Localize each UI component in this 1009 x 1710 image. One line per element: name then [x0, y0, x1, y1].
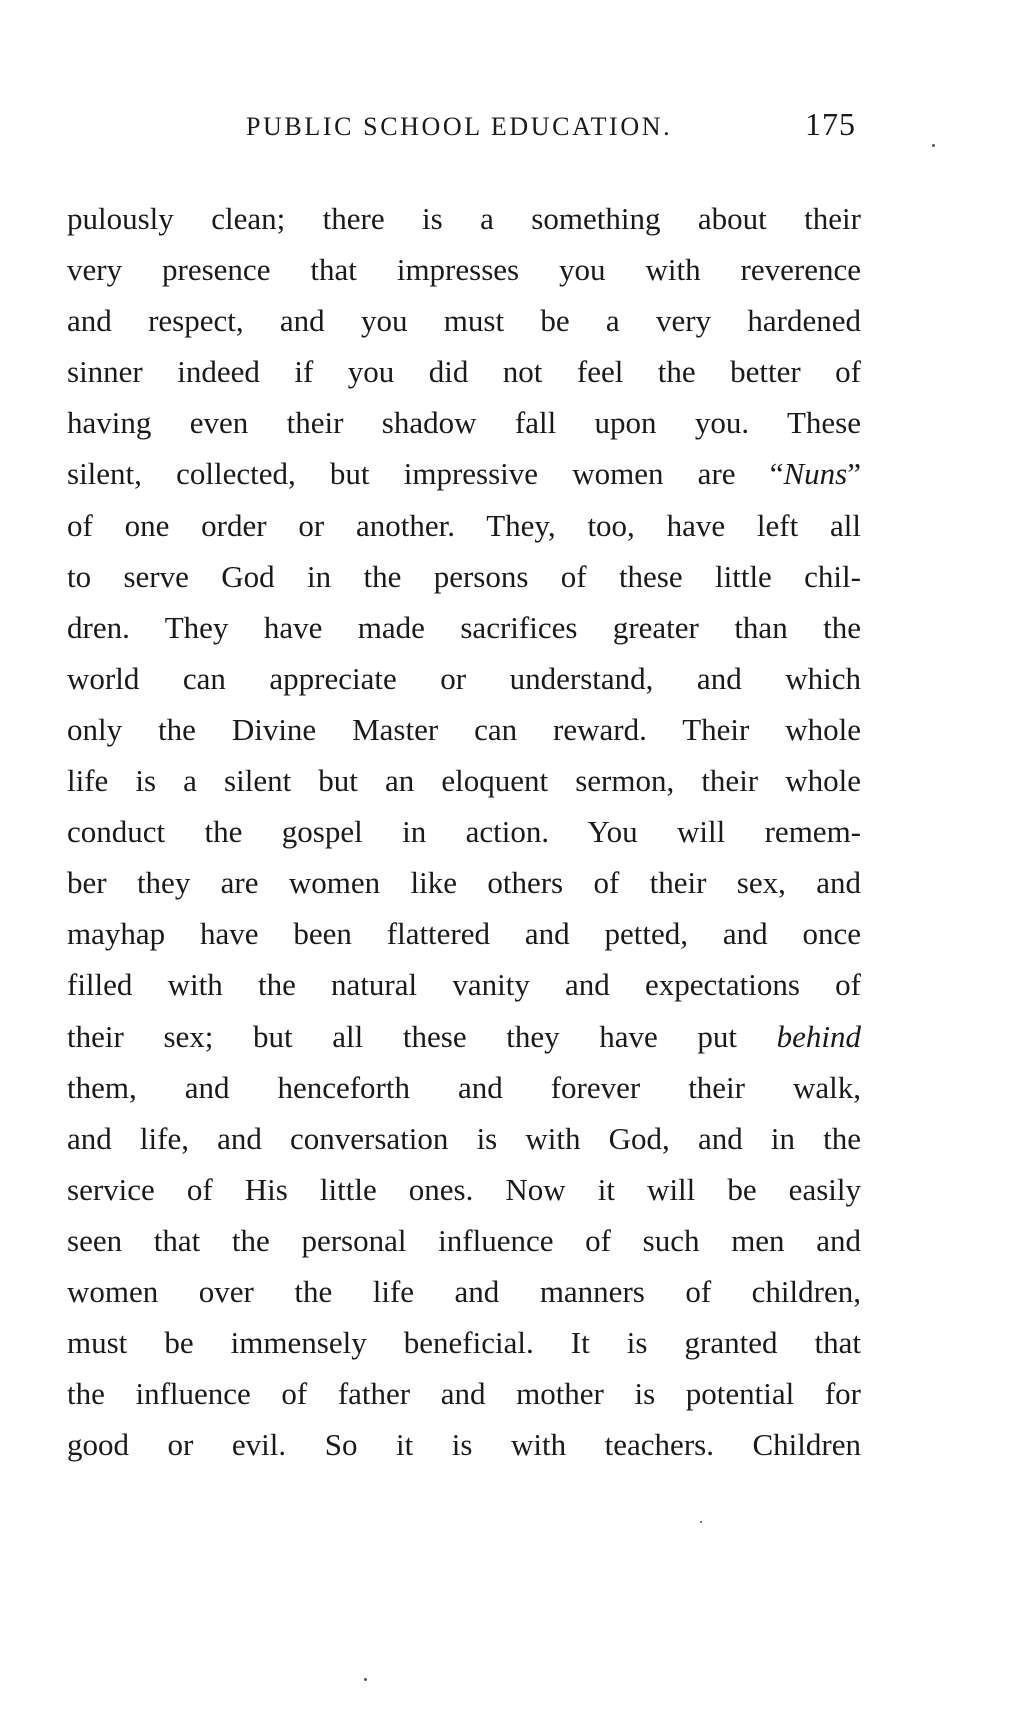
- italic-word-nuns: Nuns: [783, 456, 848, 492]
- text-line: dren. They have made sacrifices greater than the: [67, 609, 861, 645]
- text-line: having even their shadow fall upon you. These: [67, 405, 861, 441]
- text-line: life is a silent but an eloquent sermon, their whole: [67, 763, 861, 799]
- text-line: very presence that impresses you with reverence: [67, 252, 861, 288]
- text-line: of one order or another. They, too, have left all: [67, 507, 861, 543]
- scan-speck: [700, 1521, 702, 1523]
- page-number: 175: [805, 106, 856, 142]
- text-line: [67, 1011, 861, 1062]
- text-line: [67, 448, 861, 499]
- line-segment: their sex; but all these they have put: [67, 1018, 777, 1054]
- running-head: [0, 102, 1009, 152]
- line-segment: ”: [847, 456, 861, 492]
- text-line: good or evil. So it is with teachers. Children: [67, 1427, 861, 1463]
- text-line: world can appreciate or understand, and which: [67, 660, 861, 696]
- text-line: the influence of father and mother is potential for: [67, 1376, 861, 1412]
- text-line: only the Divine Master can reward. Their whole: [67, 711, 861, 747]
- body-text: [67, 193, 861, 1470]
- text-line: seen that the personal influence of such men and: [67, 1222, 861, 1258]
- text-line: service of His little ones. Now it will be easily: [67, 1171, 861, 1207]
- italic-word-behind: behind: [776, 1018, 861, 1054]
- text-line: mayhap have been flattered and petted, and once: [67, 916, 861, 952]
- text-line: women over the life and manners of children,: [67, 1273, 861, 1309]
- text-line: conduct the gospel in action. You will remem-: [67, 814, 861, 850]
- scan-speck: [364, 1678, 367, 1681]
- line-segment: silent, collected, but impressive women are “: [67, 456, 784, 492]
- text-line: ber they are women like others of their sex, and: [67, 865, 861, 901]
- text-line: filled with the natural vanity and expectations of: [67, 967, 861, 1003]
- running-title: PUBLIC SCHOOL EDUCATION.: [246, 112, 673, 141]
- text-line: them, and henceforth and forever their walk,: [67, 1069, 861, 1105]
- scan-speck: [932, 144, 935, 147]
- text-line: sinner indeed if you did not feel the better of: [67, 354, 861, 390]
- text-line: must be immensely beneficial. It is granted that: [67, 1325, 861, 1361]
- text-line: and life, and conversation is with God, and in the: [67, 1120, 861, 1156]
- text-line: and respect, and you must be a very hardened: [67, 303, 861, 339]
- text-line: to serve God in the persons of these little chil-: [67, 558, 861, 594]
- text-line: pulously clean; there is a something about their: [67, 201, 861, 236]
